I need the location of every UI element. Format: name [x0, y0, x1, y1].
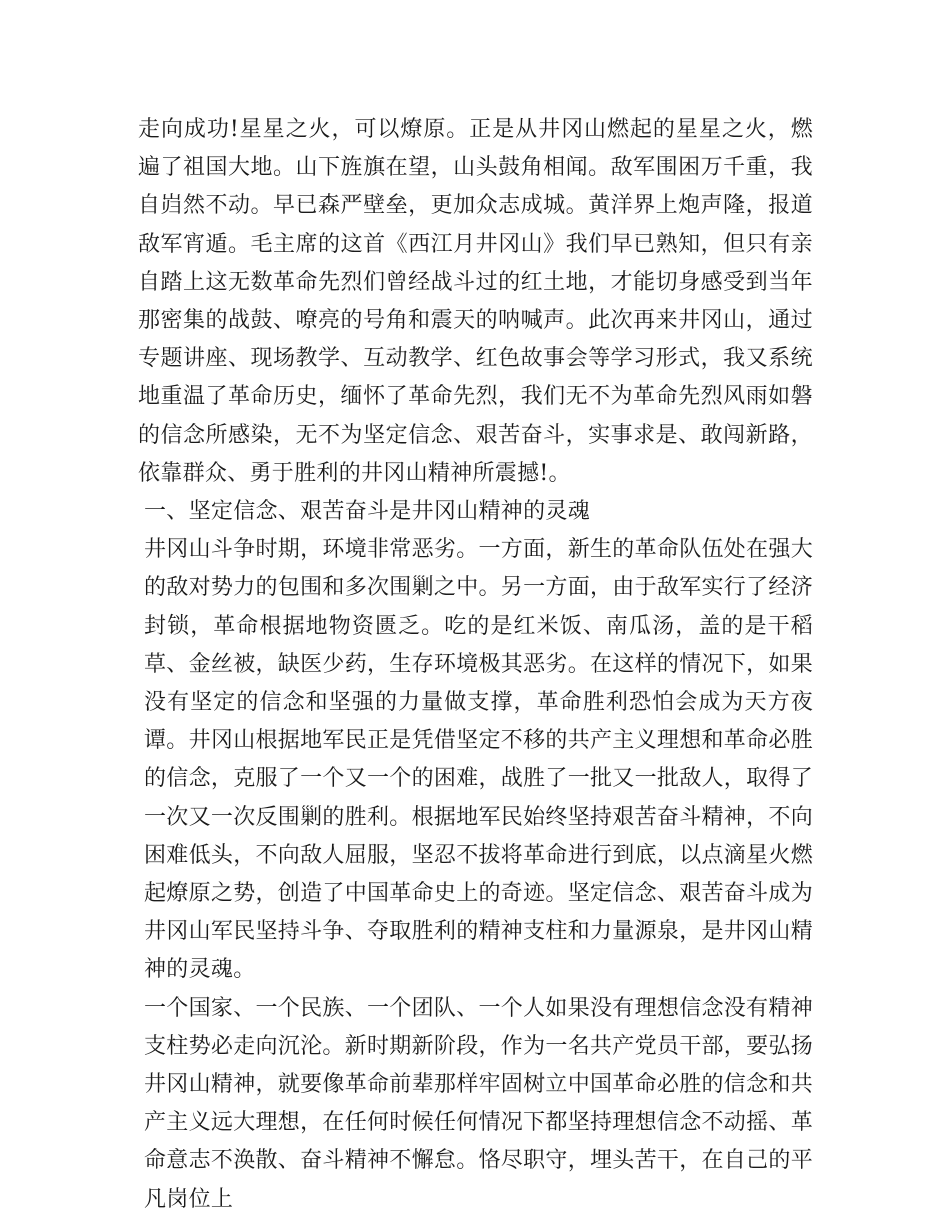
document-body: [138, 111, 813, 1219]
body-paragraph: 一个国家、一个民族、一个团队、一个人如果没有理想信念没有精神支柱势必走向沉沦。新时期新阶段，作为一名共产党员干部，要弘扬井冈山精神，就要像革命前辈那样牢固树立中国革命必胜的信念和共产主义远大理想，在任何时候任何情况下都坚持理想信念不动摇、革命意志不涣散、奋斗精神不懈怠。恪尽职守，埋头苦干，在自己的平凡岗位上: [144, 995, 814, 1212]
body-paragraph: 走向成功!星星之火，可以燎原。正是从井冈山燃起的星星之火，燃遍了祖国大地。山下旌旗在望，山头鼓角相闻。敌军围困万千重，我自岿然不动。早已森严壁垒，更加众志成城。黄洋界上炮声隆，报道敌军宵遁。毛主席的这首《西江月井冈山》我们早已熟知，但只有亲自踏上这无数革命先烈们曾经战斗过的红土地，才能切身感受到当年那密集的战鼓、嘹亮的号角和震天的呐喊声。此次再来井冈山，通过专题讲座、现场教学、互动教学、红色故事会等学习形式，我又系统地重温了革命历史，缅怀了革命先烈，我们无不为革命先烈风雨如磐的信念所感染，无不为坚定信念、艰苦奋斗，实事求是、敢闯新路，依靠群众、勇于胜利的井冈山精神所震撼!。: [138, 117, 813, 486]
body-paragraph: 井冈山斗争时期，环境非常恶劣。一方面，新生的革命队伍处在强大的敌对势力的包围和多次围剿之中。另一方面，由于敌军实行了经济封锁，革命根据地物资匮乏。吃的是红米饭、南瓜汤，盖的是干稻草、金丝被，缺医少药，生存环境极其恶劣。在这样的情况下，如果没有坚定的信念和坚强的力量做支撑，革命胜利恐怕会成为天方夜谭。井冈山根据地军民正是凭借坚定不移的共产主义理想和革命必胜的信念，克服了一个又一个的困难，战胜了一批又一批敌人，取得了一次又一次反围剿的胜利。根据地军民始终坚持艰苦奋斗精神，不向困难低头，不向敌人屈服，坚忍不拔将革命进行到底，以点滴星火燃起燎原之势，创造了中国革命史上的奇迹。坚定信念、艰苦奋斗成为井冈山军民坚持斗争、夺取胜利的精神支柱和力量源泉，是井冈山精神的灵魂。: [144, 537, 814, 983]
section-heading: 一、坚定信念、艰苦奋斗是井冈山精神的灵魂: [144, 499, 591, 525]
